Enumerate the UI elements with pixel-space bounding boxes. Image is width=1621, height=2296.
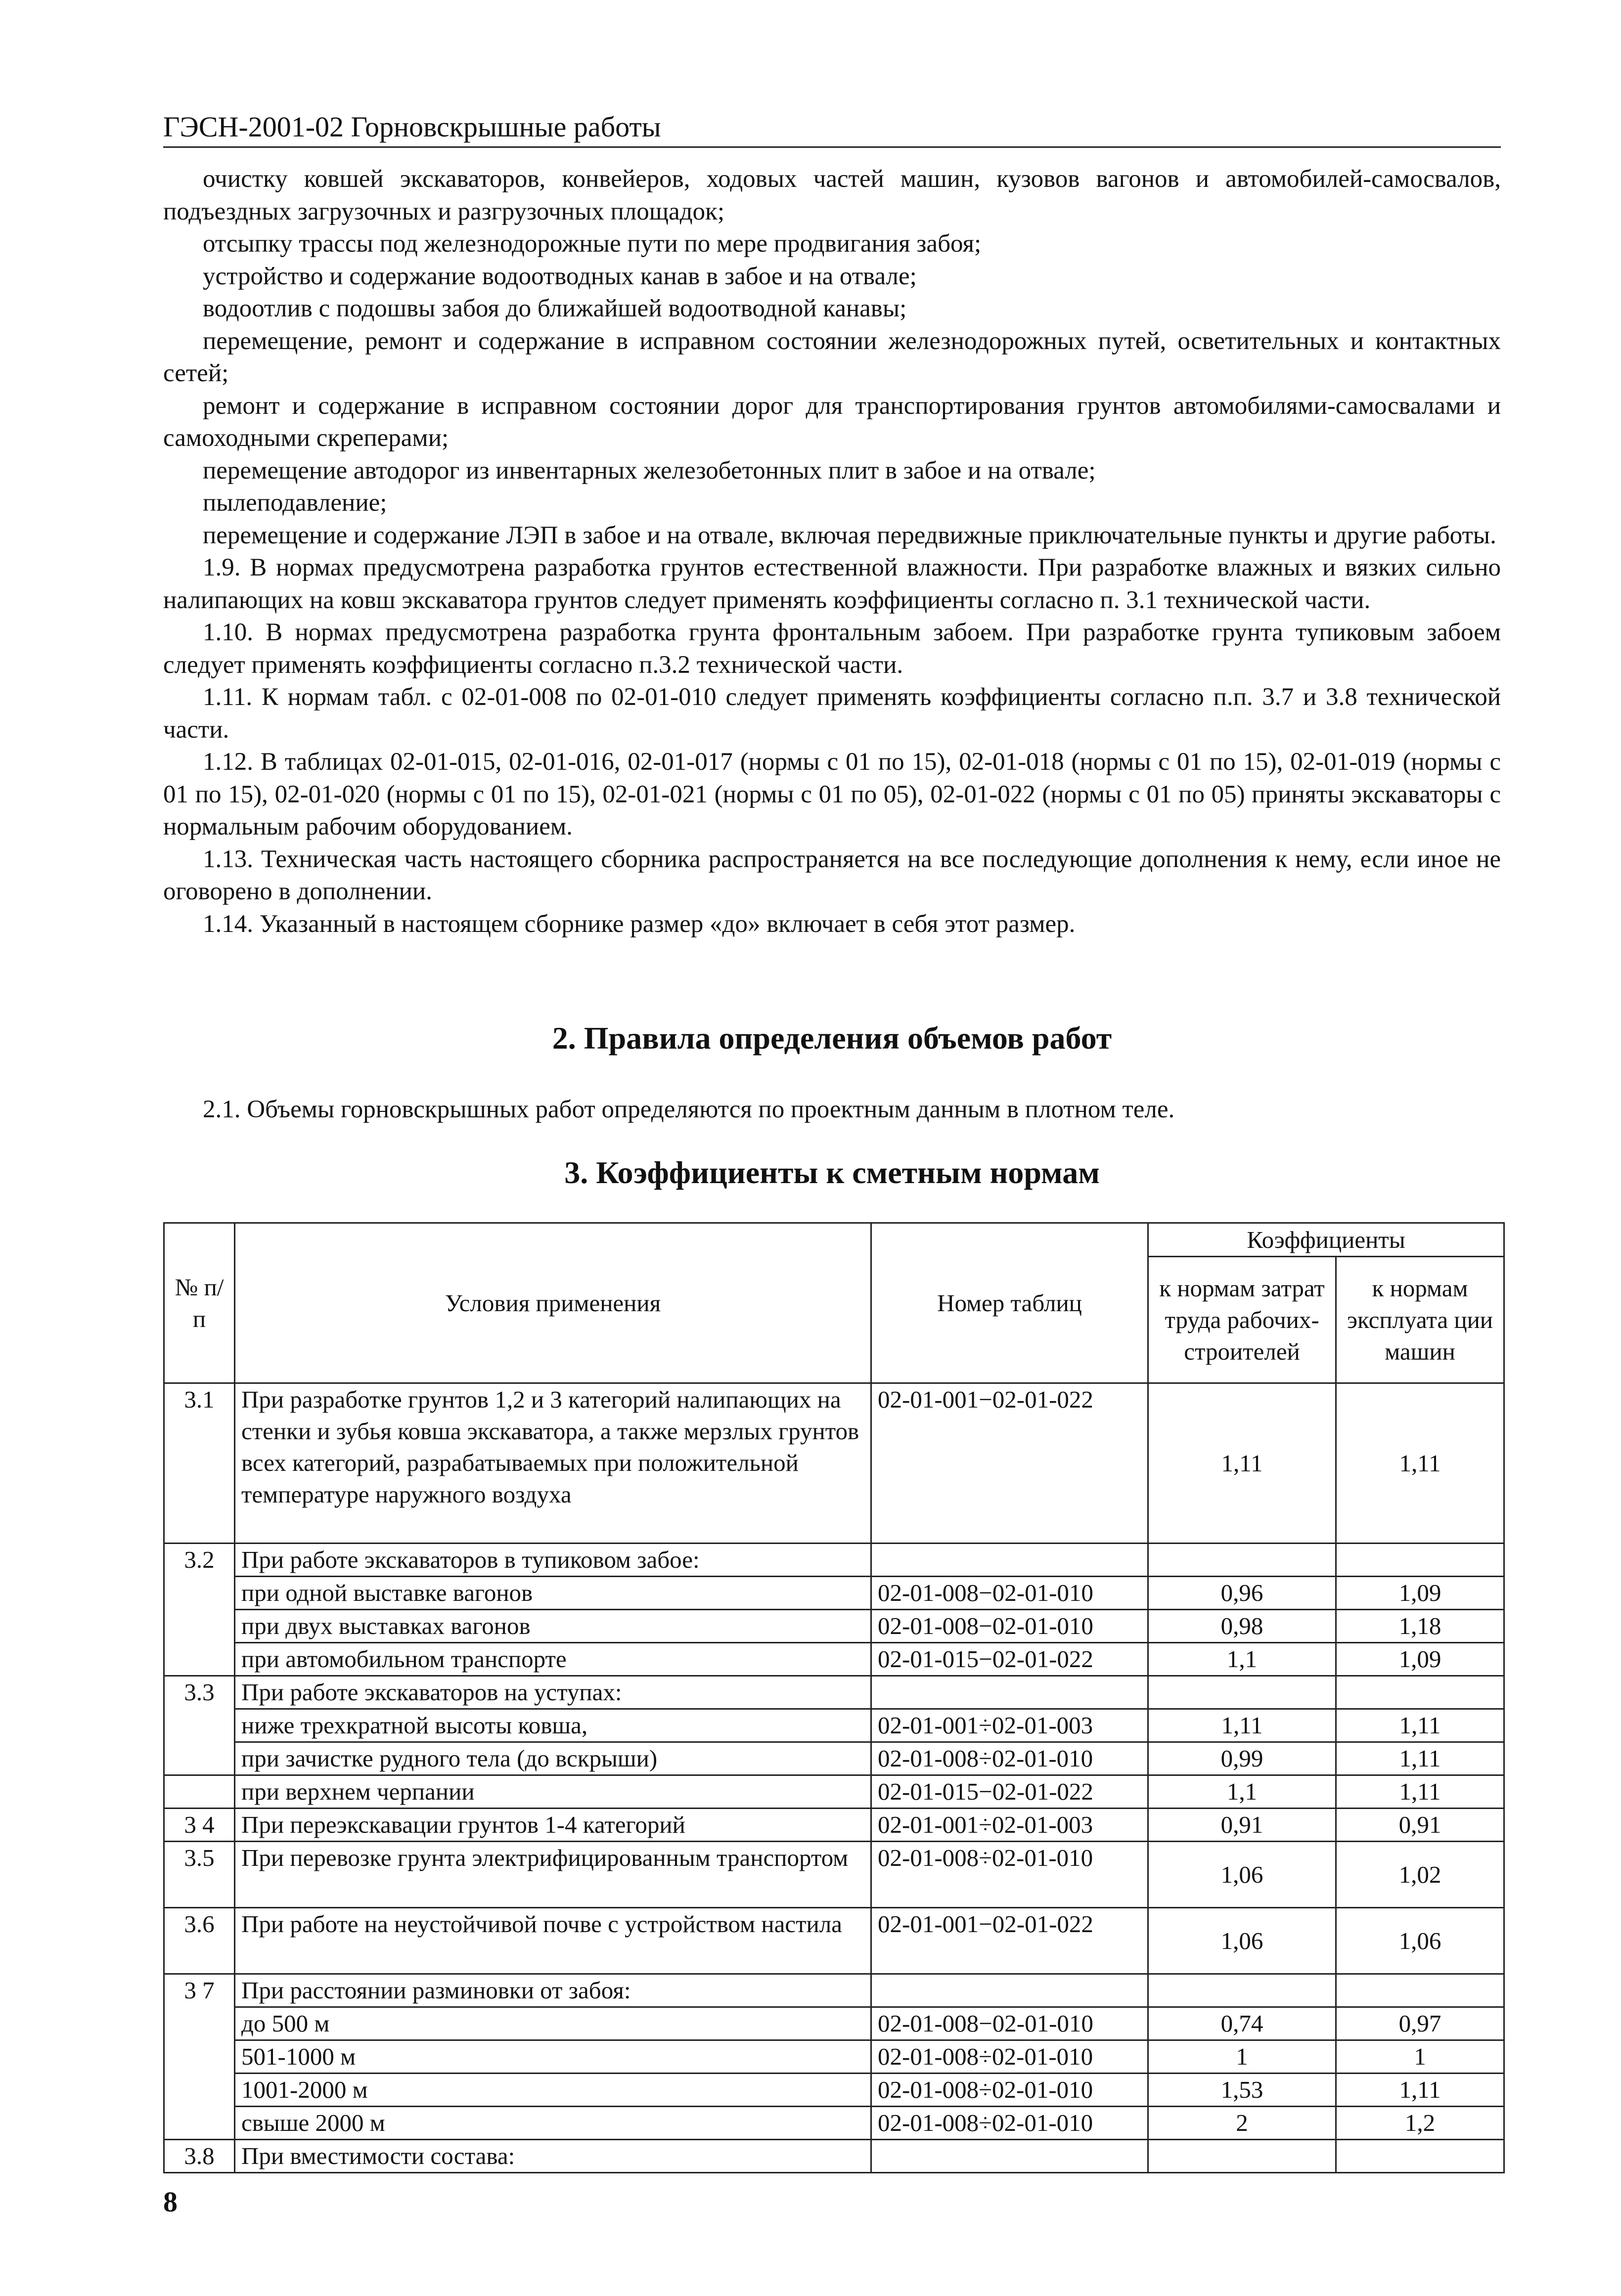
row-condition: При переэкскавации грунтов 1-4 категорий [235, 1809, 871, 1842]
body-text [163, 163, 1501, 940]
paragraph: очистку ковшей экскаваторов, конвейеров, ходовых частей машин, кузовов вагонов и автомобилей-самосвалов, подъездных загрузочных и разгрузочных площадок; [163, 165, 1501, 225]
row-condition: 501-1000 м [235, 2040, 871, 2074]
row-condition: При расстоянии разминовки от забоя: [235, 1974, 871, 2007]
row-k-machines [1336, 1974, 1504, 2007]
row-num [164, 1775, 235, 1809]
row-num: 3.3 [164, 1676, 235, 1709]
row-k-labor: 1,1 [1148, 1775, 1336, 1809]
header-num: № п/п [164, 1223, 235, 1383]
row-tables: 02-01-001−02-01-022 [871, 1383, 1148, 1544]
row-k-machines: 1 [1336, 2040, 1504, 2074]
row-k-labor: 0,99 [1148, 1742, 1336, 1775]
row-k-machines: 1,11 [1336, 1775, 1504, 1809]
table-row [164, 1974, 1504, 2007]
row-tables [871, 1544, 1148, 1577]
table-row [164, 2107, 1504, 2140]
row-condition: При работе на неустойчивой почве с устройством настила [235, 1908, 871, 1974]
table-row [164, 1676, 1504, 1709]
row-tables [871, 1974, 1148, 2007]
row-tables: 02-01-015−02-01-022 [871, 1643, 1148, 1676]
coefficients-table [163, 1222, 1505, 2173]
paragraph: 1.9. В нормах предусмотрена разработка грунтов естественной влажности. При разработке влажных и вязких сильно налипающих на ковш экскаватора грунтов следует применять коэффициенты согласно п. 3.1 технической части. [163, 554, 1501, 614]
row-k-machines: 1,2 [1336, 2107, 1504, 2140]
row-k-labor: 1,11 [1148, 1383, 1336, 1544]
row-k-labor [1148, 1676, 1336, 1709]
row-num: 3.2 [164, 1544, 235, 1577]
row-k-machines: 1,11 [1336, 1383, 1504, 1544]
row-tables: 02-01-008−02-01-010 [871, 1577, 1148, 1610]
row-condition: при двух выставках вагонов [235, 1610, 871, 1643]
row-k-machines [1336, 1676, 1504, 1709]
row-k-labor [1148, 1544, 1336, 1577]
table-row [164, 2140, 1504, 2173]
row-k-machines: 1,11 [1336, 2074, 1504, 2107]
row-tables: 02-01-008÷02-01-010 [871, 2107, 1148, 2140]
row-k-labor: 1,06 [1148, 1908, 1336, 1974]
row-tables: 02-01-008÷02-01-010 [871, 1842, 1148, 1908]
row-tables: 02-01-008÷02-01-010 [871, 2074, 1148, 2107]
paragraph: 1.12. В таблицах 02-01-015, 02-01-016, 02-01-017 (нормы с 01 по 15), 02-01-018 (нормы с 01 по 15), 02-01-019 (нормы с 01 по 15), 02-01-020 (нормы с 01 по 15), 02-01-021 (нормы с 01 по 05), 02-01-022 (нормы с 01 по 05) приняты экскаваторы с нормальным рабочим оборудованием. [163, 748, 1501, 840]
header-conditions: Условия применения [235, 1223, 871, 1383]
header-machines: к нормам эксплуата ции машин [1336, 1257, 1504, 1383]
row-k-machines: 1,02 [1336, 1842, 1504, 1908]
row-condition: свыше 2000 м [235, 2107, 871, 2140]
table-row [164, 1742, 1504, 1775]
paragraph: ремонт и содержание в исправном состоянии дорог для транспортирования грунтов автомобилями-самосвалами и самоходными скреперами; [163, 392, 1501, 452]
paragraph: водоотлив с подошвы забоя до ближайшей водоотводной канавы; [203, 295, 907, 322]
row-num: 3.5 [164, 1842, 235, 1908]
table-row [164, 1842, 1504, 1908]
row-condition: При вместимости состава: [235, 2140, 871, 2173]
paragraph-2-1: 2.1. Объемы горновскрышных работ определяются по проектным данным в плотном теле. [203, 1096, 1175, 1123]
row-num [164, 1643, 235, 1676]
paragraph: перемещение, ремонт и содержание в исправном состоянии железнодорожных путей, осветительных и контактных сетей; [163, 327, 1501, 387]
header-tables: Номер таблиц [871, 1223, 1148, 1383]
row-tables [871, 1676, 1148, 1709]
row-k-machines: 1,11 [1336, 1742, 1504, 1775]
table-row [164, 1577, 1504, 1610]
row-k-labor: 1,53 [1148, 2074, 1336, 2107]
section-3-title: 3. Коэффициенты к сметным нормам [564, 1155, 1100, 1190]
row-tables [871, 2140, 1148, 2173]
row-num [164, 1742, 235, 1775]
row-k-labor: 1,1 [1148, 1643, 1336, 1676]
row-k-labor: 1,11 [1148, 1709, 1336, 1742]
row-num [164, 2040, 235, 2074]
row-num [164, 1709, 235, 1742]
row-k-machines: 1,06 [1336, 1908, 1504, 1974]
row-num [164, 2007, 235, 2040]
row-num: 3.8 [164, 2140, 235, 2173]
row-condition: при зачистке рудного тела (до вскрыши) [235, 1742, 871, 1775]
row-condition: При перевозке грунта электрифицированным транспортом [235, 1842, 871, 1908]
table-row [164, 1643, 1504, 1676]
row-num: 3.1 [164, 1383, 235, 1544]
row-k-labor [1148, 1974, 1336, 2007]
row-condition: При разработке грунтов 1,2 и 3 категорий налипающих на стенки и зубья ковша экскаватора, а также мерзлых грунтов всех категорий, разрабатываемых при положительной температуре наружного воздуха [235, 1383, 871, 1544]
row-condition: при верхнем черпании [235, 1775, 871, 1809]
row-k-machines: 1,18 [1336, 1610, 1504, 1643]
table-row [164, 1775, 1504, 1809]
row-tables: 02-01-008÷02-01-010 [871, 1742, 1148, 1775]
table-row [164, 1809, 1504, 1842]
row-tables: 02-01-001−02-01-022 [871, 1908, 1148, 1974]
row-condition: до 500 м [235, 2007, 871, 2040]
row-k-machines: 1,09 [1336, 1577, 1504, 1610]
table-row [164, 1383, 1504, 1544]
row-condition: 1001-2000 м [235, 2074, 871, 2107]
row-num: 3 7 [164, 1974, 235, 2007]
row-k-machines [1336, 1544, 1504, 1577]
row-num: 3 4 [164, 1809, 235, 1842]
row-k-machines [1336, 2140, 1504, 2173]
row-num: 3.6 [164, 1908, 235, 1974]
paragraph: устройство и содержание водоотводных канав в забое и на отвале; [203, 262, 917, 290]
table-row [164, 1908, 1504, 1974]
header-coefficients: Коэффициенты [1148, 1223, 1504, 1257]
table-row [164, 2007, 1504, 2040]
header-divider [163, 146, 1501, 148]
row-condition: при одной выставке вагонов [235, 1577, 871, 1610]
row-k-labor: 1,06 [1148, 1842, 1336, 1908]
row-k-labor: 1 [1148, 2040, 1336, 2074]
row-k-machines: 1,09 [1336, 1643, 1504, 1676]
row-condition: При работе экскаваторов на уступах: [235, 1676, 871, 1709]
row-condition: при автомобильном транспорте [235, 1643, 871, 1676]
running-header: ГЭСН-2001-02 Горновскрышные работы [163, 111, 661, 143]
row-k-labor: 0,74 [1148, 2007, 1336, 2040]
row-k-labor [1148, 2140, 1336, 2173]
row-tables: 02-01-008−02-01-010 [871, 2007, 1148, 2040]
table-row [164, 1544, 1504, 1577]
paragraph: отсыпку трассы под железнодорожные пути по мере продвигания забоя; [203, 230, 982, 258]
section-2-title: 2. Правила определения объемов работ [552, 1020, 1112, 1056]
page-number: 8 [163, 2186, 178, 2218]
row-k-machines: 0,91 [1336, 1809, 1504, 1842]
row-tables: 02-01-008−02-01-010 [871, 1610, 1148, 1643]
paragraph: 1.10. В нормах предусмотрена разработка грунта фронтальным забоем. При разработке грунта тупиковым забоем следует применять коэффициенты согласно п.3.2 технической части. [163, 618, 1501, 679]
row-k-labor: 2 [1148, 2107, 1336, 2140]
row-num [164, 2074, 235, 2107]
row-num [164, 2107, 235, 2140]
row-k-labor: 0,96 [1148, 1577, 1336, 1610]
header-labor: к нормам затрат труда рабочих-строителей [1148, 1257, 1336, 1383]
paragraph: 1.14. Указанный в настоящем сборнике размер «до» включает в себя этот размер. [203, 910, 1076, 938]
row-k-labor: 0,91 [1148, 1809, 1336, 1842]
row-condition: ниже трехкратной высоты ковша, [235, 1709, 871, 1742]
paragraph: 1.13. Техническая часть настоящего сборника распространяется на все последующие дополнения к нему, если иное не оговорено в дополнении. [163, 845, 1501, 905]
row-tables: 02-01-015−02-01-022 [871, 1775, 1148, 1809]
row-tables: 02-01-001÷02-01-003 [871, 1709, 1148, 1742]
paragraph: перемещение и содержание ЛЭП в забое и на отвале, включая передвижные приключательные пункты и другие работы. [203, 521, 1496, 549]
row-k-machines: 1,11 [1336, 1709, 1504, 1742]
row-k-machines: 0,97 [1336, 2007, 1504, 2040]
row-tables: 02-01-008÷02-01-010 [871, 2040, 1148, 2074]
table-row [164, 1610, 1504, 1643]
table-row [164, 1709, 1504, 1742]
row-num [164, 1610, 235, 1643]
row-condition: При работе экскаваторов в тупиковом забое: [235, 1544, 871, 1577]
row-num [164, 1577, 235, 1610]
paragraph: пылеподавление; [203, 489, 387, 517]
table-row [164, 2040, 1504, 2074]
row-tables: 02-01-001÷02-01-003 [871, 1809, 1148, 1842]
paragraph: перемещение автодорог из инвентарных железобетонных плит в забое и на отвале; [203, 456, 1096, 485]
paragraph: 1.11. К нормам табл. с 02-01-008 по 02-01-010 следует применять коэффициенты согласно п.п. 3.7 и 3.8 технической части. [163, 683, 1501, 744]
row-k-labor: 0,98 [1148, 1610, 1336, 1643]
table-row [164, 2074, 1504, 2107]
